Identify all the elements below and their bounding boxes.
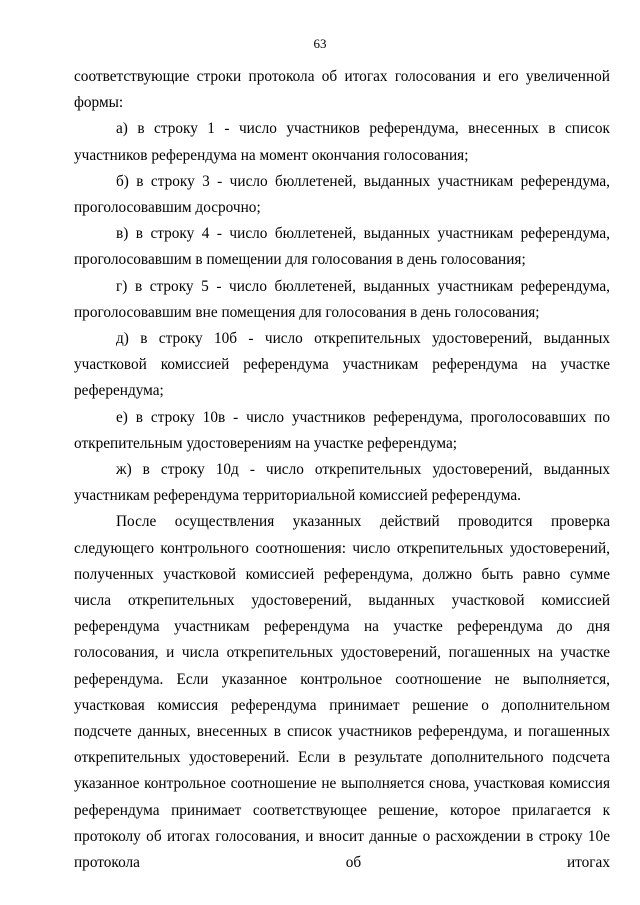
list-item-d: д) в строку 10б - число открепительных удостоверений, выданных участковой комиссией референдума участникам референдума на участке референдума;: [74, 330, 610, 400]
paragraph-intro: соответствующие строки протокола об итогах голосования и его увеличенной формы:: [74, 68, 610, 112]
page-number: 63: [313, 36, 327, 51]
list-item-e: е) в строку 10в - число участников референдума, проголосовавших по открепительным удостоверениям на участке референдума;: [74, 408, 610, 452]
list-item-zh: ж) в строку 10д - число открепительных удостоверений, выданных участникам референдума территориальной комиссией референдума.: [74, 461, 610, 505]
list-item-g: г) в строку 5 - число бюллетеней, выданных участникам референдума, проголосовавшим вне помещения для голосования в день голосования;: [74, 277, 610, 321]
list-item-b: б) в строку 3 - число бюллетеней, выданных участникам референдума, проголосовавшим досрочно;: [74, 172, 610, 217]
paragraph-control-check: После осуществления указанных действий проводится проверка следующего контрольного соотношения: число открепительных удостоверений, полученных участковой комиссией референдума, должно быть равно сумме числа открепительных удостоверений, выданных участковой комиссией референдума участникам референдума на участке референдума до дня голосования, и числа открепительных удостоверений, погашенных на участке референдума. Если указанное контрольное соотношение не выполняется, участковая комиссия референдума принимает решение о дополнительном подсчете данных, внесенных в список участников референдума, и погашенных открепительных удостоверений. Если в результате дополнительного подсчета указанное контрольное соотношение не выполняется снова, участковая комиссия референдума принимает соответствующее решение, которое прилагается к протоколу об итогах голосования, и вносит данные о расхождении в строку 10е протокола об итогах: [74, 513, 610, 872]
list-item-a: а) в строку 1 - число участников референдума, внесенных в список участников референдума на момент окончания голосования;: [74, 120, 610, 164]
list-item-v: в) в строку 4 - число бюллетеней, выданных участникам референдума, проголосовавшим в помещении для голосования в день голосования;: [74, 225, 610, 269]
document-body: [74, 64, 610, 876]
